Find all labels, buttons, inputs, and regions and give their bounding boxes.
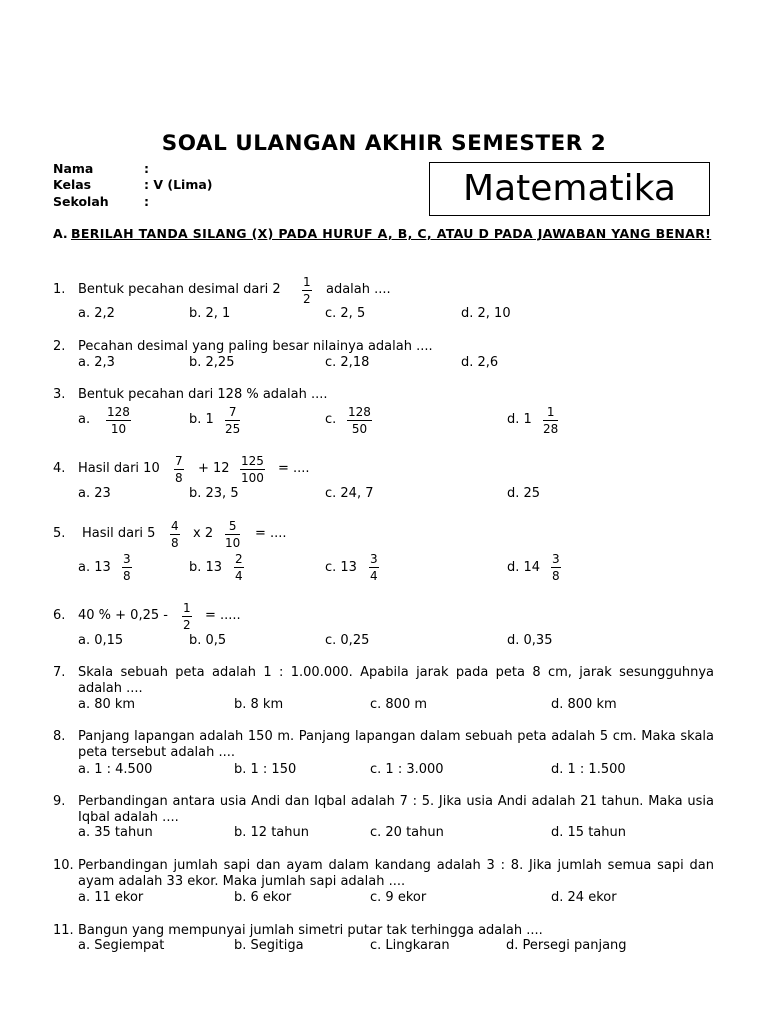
option-a[interactable]: a. 35 tahun bbox=[78, 825, 153, 840]
fraction-2: $\frac{5}{10}$ bbox=[225, 519, 241, 550]
option-b-fraction: $\frac{7}{25}$ bbox=[225, 405, 241, 436]
option-d[interactable]: d. 0,35 bbox=[507, 633, 553, 648]
fraction-1: $\frac{7}{8}$ bbox=[175, 454, 183, 485]
option-a[interactable]: a. bbox=[78, 412, 91, 427]
field-label-sekolah: Sekolah bbox=[53, 194, 109, 209]
page-title: SOAL ULANGAN AKHIR SEMESTER 2 bbox=[161, 131, 607, 156]
section-instruction-text: BERILAH TANDA SILANG (X) PADA HURUF A, B, C, ATAU D PADA JAWABAN YANG BENAR! bbox=[71, 226, 712, 241]
question-text-mid: + 12 bbox=[198, 461, 230, 476]
option-a[interactable]: a. 80 km bbox=[78, 697, 136, 712]
option-c[interactable]: c. 1 : 3.000 bbox=[370, 762, 444, 777]
question-text: Pecahan desimal yang paling besar nilainya adalah .... bbox=[78, 339, 433, 354]
option-d[interactable]: d. 15 tahun bbox=[551, 825, 626, 840]
field-value-nama: : bbox=[144, 161, 149, 176]
question-text: Bangun yang mempunyai jumlah simetri putar tak terhingga adalah .... bbox=[78, 923, 543, 938]
question-text: Hasil dari 10 bbox=[78, 461, 160, 476]
question-text-mid: x 2 bbox=[193, 526, 214, 541]
option-a[interactable]: a. Segiempat bbox=[78, 938, 165, 953]
question-text-end: = .... bbox=[278, 461, 310, 476]
question-text: Bentuk pecahan desimal dari 2 bbox=[78, 282, 281, 297]
option-d[interactable]: d. 1 : 1.500 bbox=[551, 762, 626, 777]
option-b[interactable]: b. 13 bbox=[189, 560, 223, 575]
question-text-end: = ..... bbox=[205, 608, 241, 623]
option-d[interactable]: d. Persegi panjang bbox=[506, 938, 627, 953]
field-label-nama: Nama bbox=[53, 161, 94, 176]
subject-box: Matematika bbox=[429, 162, 710, 216]
question-text: Skala sebuah peta adalah 1 : 1.00.000. Apabila jarak pada peta 8 cm, jarak sesungguhnya adalah .... bbox=[78, 665, 714, 696]
option-b[interactable]: b. 8 km bbox=[234, 697, 284, 712]
question-number: 5. bbox=[53, 526, 66, 541]
option-b[interactable]: b. 23, 5 bbox=[189, 486, 239, 501]
option-c[interactable]: c. 9 ekor bbox=[370, 890, 427, 905]
option-c[interactable]: c. 2, 5 bbox=[325, 306, 366, 321]
question-number: 3. bbox=[53, 387, 66, 402]
fraction: $\frac{1}{2}$ bbox=[303, 275, 311, 306]
question-number: 6. bbox=[53, 608, 66, 623]
option-b[interactable]: b. Segitiga bbox=[234, 938, 304, 953]
option-b[interactable]: b. 2, 1 bbox=[189, 306, 231, 321]
fraction: $\frac{1}{2}$ bbox=[183, 601, 191, 632]
option-c[interactable]: c. 0,25 bbox=[325, 633, 370, 648]
question-number: 4. bbox=[53, 461, 66, 476]
option-d[interactable]: d. 1 bbox=[507, 412, 532, 427]
option-a[interactable]: a. 2,3 bbox=[78, 355, 115, 370]
option-b[interactable]: b. 6 ekor bbox=[234, 890, 292, 905]
option-b[interactable]: b. 2,25 bbox=[189, 355, 235, 370]
option-b[interactable]: b. 1 : 150 bbox=[234, 762, 297, 777]
field-label-kelas: Kelas bbox=[53, 177, 92, 192]
option-d-fraction: $\frac{3}{8}$ bbox=[552, 552, 560, 583]
option-b[interactable]: b. 0,5 bbox=[189, 633, 227, 648]
fraction-2: $\frac{125}{100}$ bbox=[241, 454, 264, 485]
question-text: Bentuk pecahan dari 128 % adalah .... bbox=[78, 387, 328, 402]
section-instruction bbox=[53, 226, 714, 242]
option-c-fraction: $\frac{128}{50}$ bbox=[348, 405, 371, 436]
field-value-kelas: : V (Lima) bbox=[144, 177, 213, 192]
question-text-end: = .... bbox=[255, 526, 287, 541]
question-text: Hasil dari 5 bbox=[82, 526, 156, 541]
section-letter: A. bbox=[53, 226, 68, 241]
option-a-fraction: $\frac{128}{10}$ bbox=[107, 405, 130, 436]
question-number: 1. bbox=[53, 282, 66, 297]
fraction-1: $\frac{4}{8}$ bbox=[171, 519, 179, 550]
option-c[interactable]: c. 24, 7 bbox=[325, 486, 374, 501]
option-d[interactable]: d. 2, 10 bbox=[461, 306, 511, 321]
question-number: 2. bbox=[53, 339, 66, 354]
option-a[interactable]: a. 0,15 bbox=[78, 633, 124, 648]
option-c[interactable]: c. 13 bbox=[325, 560, 357, 575]
option-d[interactable]: d. 25 bbox=[507, 486, 541, 501]
option-a[interactable]: a. 11 ekor bbox=[78, 890, 144, 905]
option-c[interactable]: c. 2,18 bbox=[325, 355, 370, 370]
option-d[interactable]: d. 800 km bbox=[551, 697, 617, 712]
option-c[interactable]: c. Lingkaran bbox=[370, 938, 450, 953]
option-b-fraction: $\frac{2}{4}$ bbox=[235, 552, 243, 583]
option-c[interactable]: c. 800 m bbox=[370, 697, 428, 712]
option-a-fraction: $\frac{3}{8}$ bbox=[123, 552, 131, 583]
question-number: 8. bbox=[53, 729, 66, 744]
option-c[interactable]: c. bbox=[325, 412, 337, 427]
question-text-end: adalah .... bbox=[326, 282, 391, 297]
question-number: 10. bbox=[53, 858, 74, 873]
question-text: Perbandingan antara usia Andi dan Iqbal adalah 7 : 5. Jika usia Andi adalah 21 tahun. Maka usia Iqbal adalah .... bbox=[78, 794, 714, 825]
option-d-fraction: $\frac{1}{28}$ bbox=[543, 405, 559, 436]
question-text: 40 % + 0,25 - bbox=[78, 608, 168, 623]
question-number: 11. bbox=[53, 923, 74, 938]
option-a[interactable]: a. 23 bbox=[78, 486, 111, 501]
option-b[interactable]: b. 1 bbox=[189, 412, 214, 427]
field-value-sekolah: : bbox=[144, 194, 149, 209]
option-a[interactable]: a. 2,2 bbox=[78, 306, 115, 321]
option-a[interactable]: a. 13 bbox=[78, 560, 111, 575]
question-text: Panjang lapangan adalah 150 m. Panjang lapangan dalam sebuah peta adalah 5 cm. Maka skala peta tersebut adalah .... bbox=[78, 729, 714, 760]
option-d[interactable]: d. 14 bbox=[507, 560, 541, 575]
option-d[interactable]: d. 2,6 bbox=[461, 355, 499, 370]
option-b[interactable]: b. 12 tahun bbox=[234, 825, 309, 840]
question-number: 9. bbox=[53, 794, 66, 809]
question-number: 7. bbox=[53, 665, 66, 680]
option-c[interactable]: c. 20 tahun bbox=[370, 825, 444, 840]
option-d[interactable]: d. 24 ekor bbox=[551, 890, 617, 905]
option-a[interactable]: a. 1 : 4.500 bbox=[78, 762, 153, 777]
question-text: Perbandingan jumlah sapi dan ayam dalam kandang adalah 3 : 8. Jika jumlah semua sapi dan ayam adalah 33 ekor. Maka jumlah sapi adalah .... bbox=[78, 858, 714, 889]
option-c-fraction: $\frac{3}{4}$ bbox=[370, 552, 378, 583]
